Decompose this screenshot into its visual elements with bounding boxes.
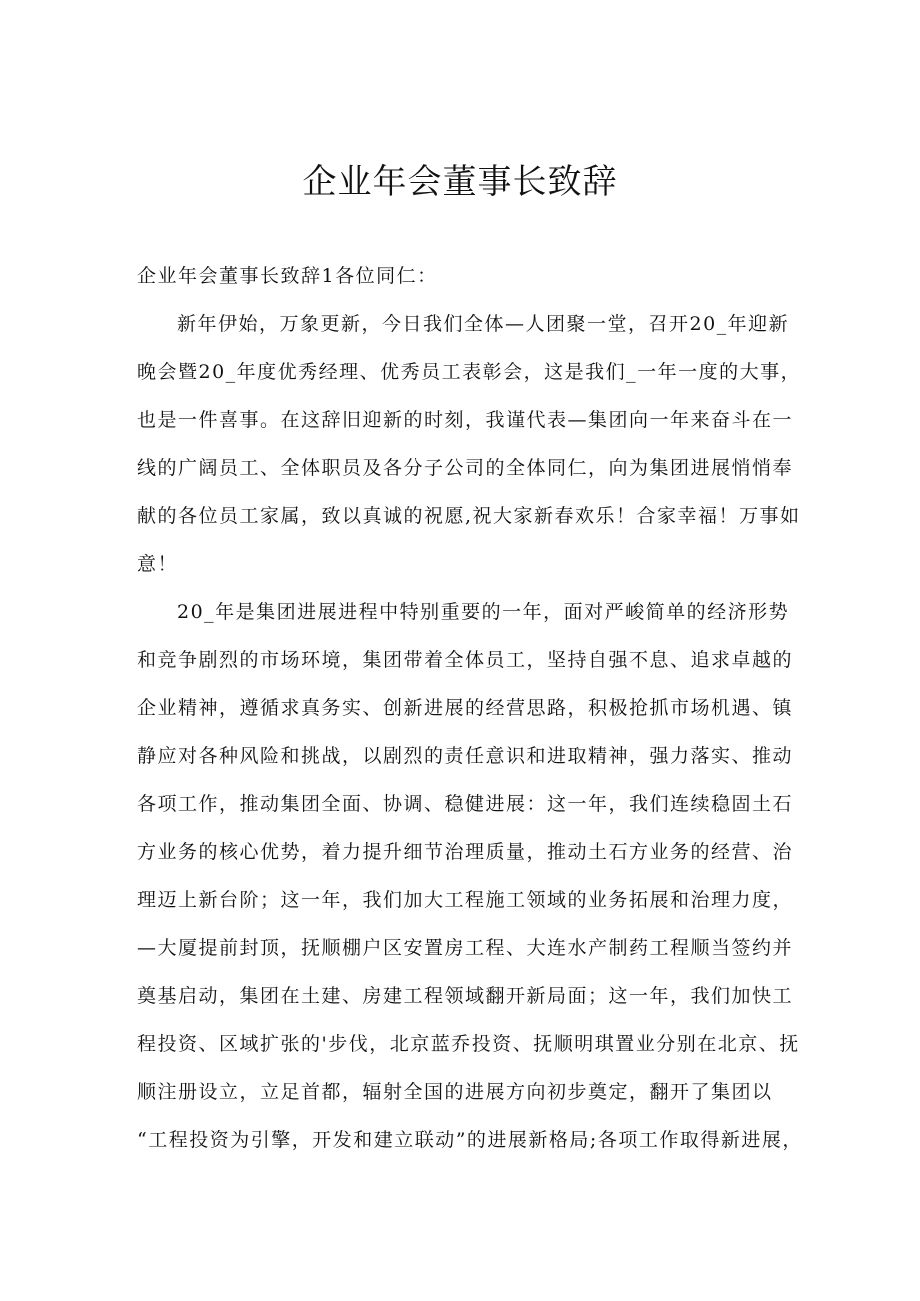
paragraph-line: 晚会暨20_年度优秀经理、优秀员工表彰会，这是我们_一年一度的大事， [137, 361, 802, 383]
paragraph-line: 奠基启动，集团在土建、房建工程领域翻开新局面；这一年，我们加快工 [137, 985, 794, 1007]
paragraph-line: —大厦提前封顶，抚顺棚户区安置房工程、大连水产制药工程顺当签约并 [137, 937, 794, 959]
paragraph-1 [137, 300, 802, 588]
paragraph-line: 20_年是集团进展进程中特别重要的一年，面对严峻简单的经济形势 [177, 601, 790, 623]
paragraph-line: 新年伊始，万象更新，今日我们全体—人团聚一堂，召开20_年迎新 [177, 313, 790, 335]
paragraph-line: 理迈上新台阶；这一年，我们加大工程施工领域的业务拓展和治理力度， [137, 889, 794, 911]
paragraph-line: 意！ [137, 553, 179, 575]
paragraph-line: 静应对各种风险和挑战，以剧烈的责任意识和进取精神，强力落实、推动 [137, 745, 794, 767]
paragraph-line: 和竞争剧烈的市场环境，集团带着全体员工，坚持自强不息、追求卓越的 [137, 649, 794, 671]
paragraph-line: 献的各位员工家属，致以真诚的祝愿,祝大家新春欢乐！合家幸福！万事如 [137, 505, 801, 527]
document-body [137, 252, 803, 1164]
paragraph-line: 方业务的核心优势，着力提升细节治理质量，推动土石方业务的经营、治 [137, 841, 794, 863]
paragraph-line: 顺注册设立，立足首都，辐射全国的进展方向初步奠定，翻开了集团以 [137, 1081, 773, 1103]
lead-line: 企业年会董事长致辞1各位同仁： [137, 265, 438, 287]
paragraph-line: 程投资、区域扩张的'步伐，北京蓝乔投资、抚顺明琪置业分别在北京、抚 [137, 1033, 800, 1055]
paragraph-line: “工程投资为引擎，开发和建立联动”的进展新格局;各项工作取得新进展， [137, 1129, 803, 1151]
paragraph-line: 也是一件喜事。在这辞旧迎新的时刻，我谨代表—集团向一年来奋斗在一 [137, 409, 794, 431]
document-title: 企业年会董事长致辞 [302, 162, 618, 202]
paragraph-line: 线的广阔员工、全体职员及各分子公司的全体同仁，向为集团进展悄悄奉 [137, 457, 794, 479]
paragraph-2 [137, 588, 803, 1164]
paragraph-line: 企业精神，遵循求真务实、创新进展的经营思路，积极抢抓市场机遇、镇 [137, 697, 794, 719]
paragraph-line: 各项工作，推动集团全面、协调、稳健进展：这一年，我们连续稳固土石 [137, 793, 794, 815]
